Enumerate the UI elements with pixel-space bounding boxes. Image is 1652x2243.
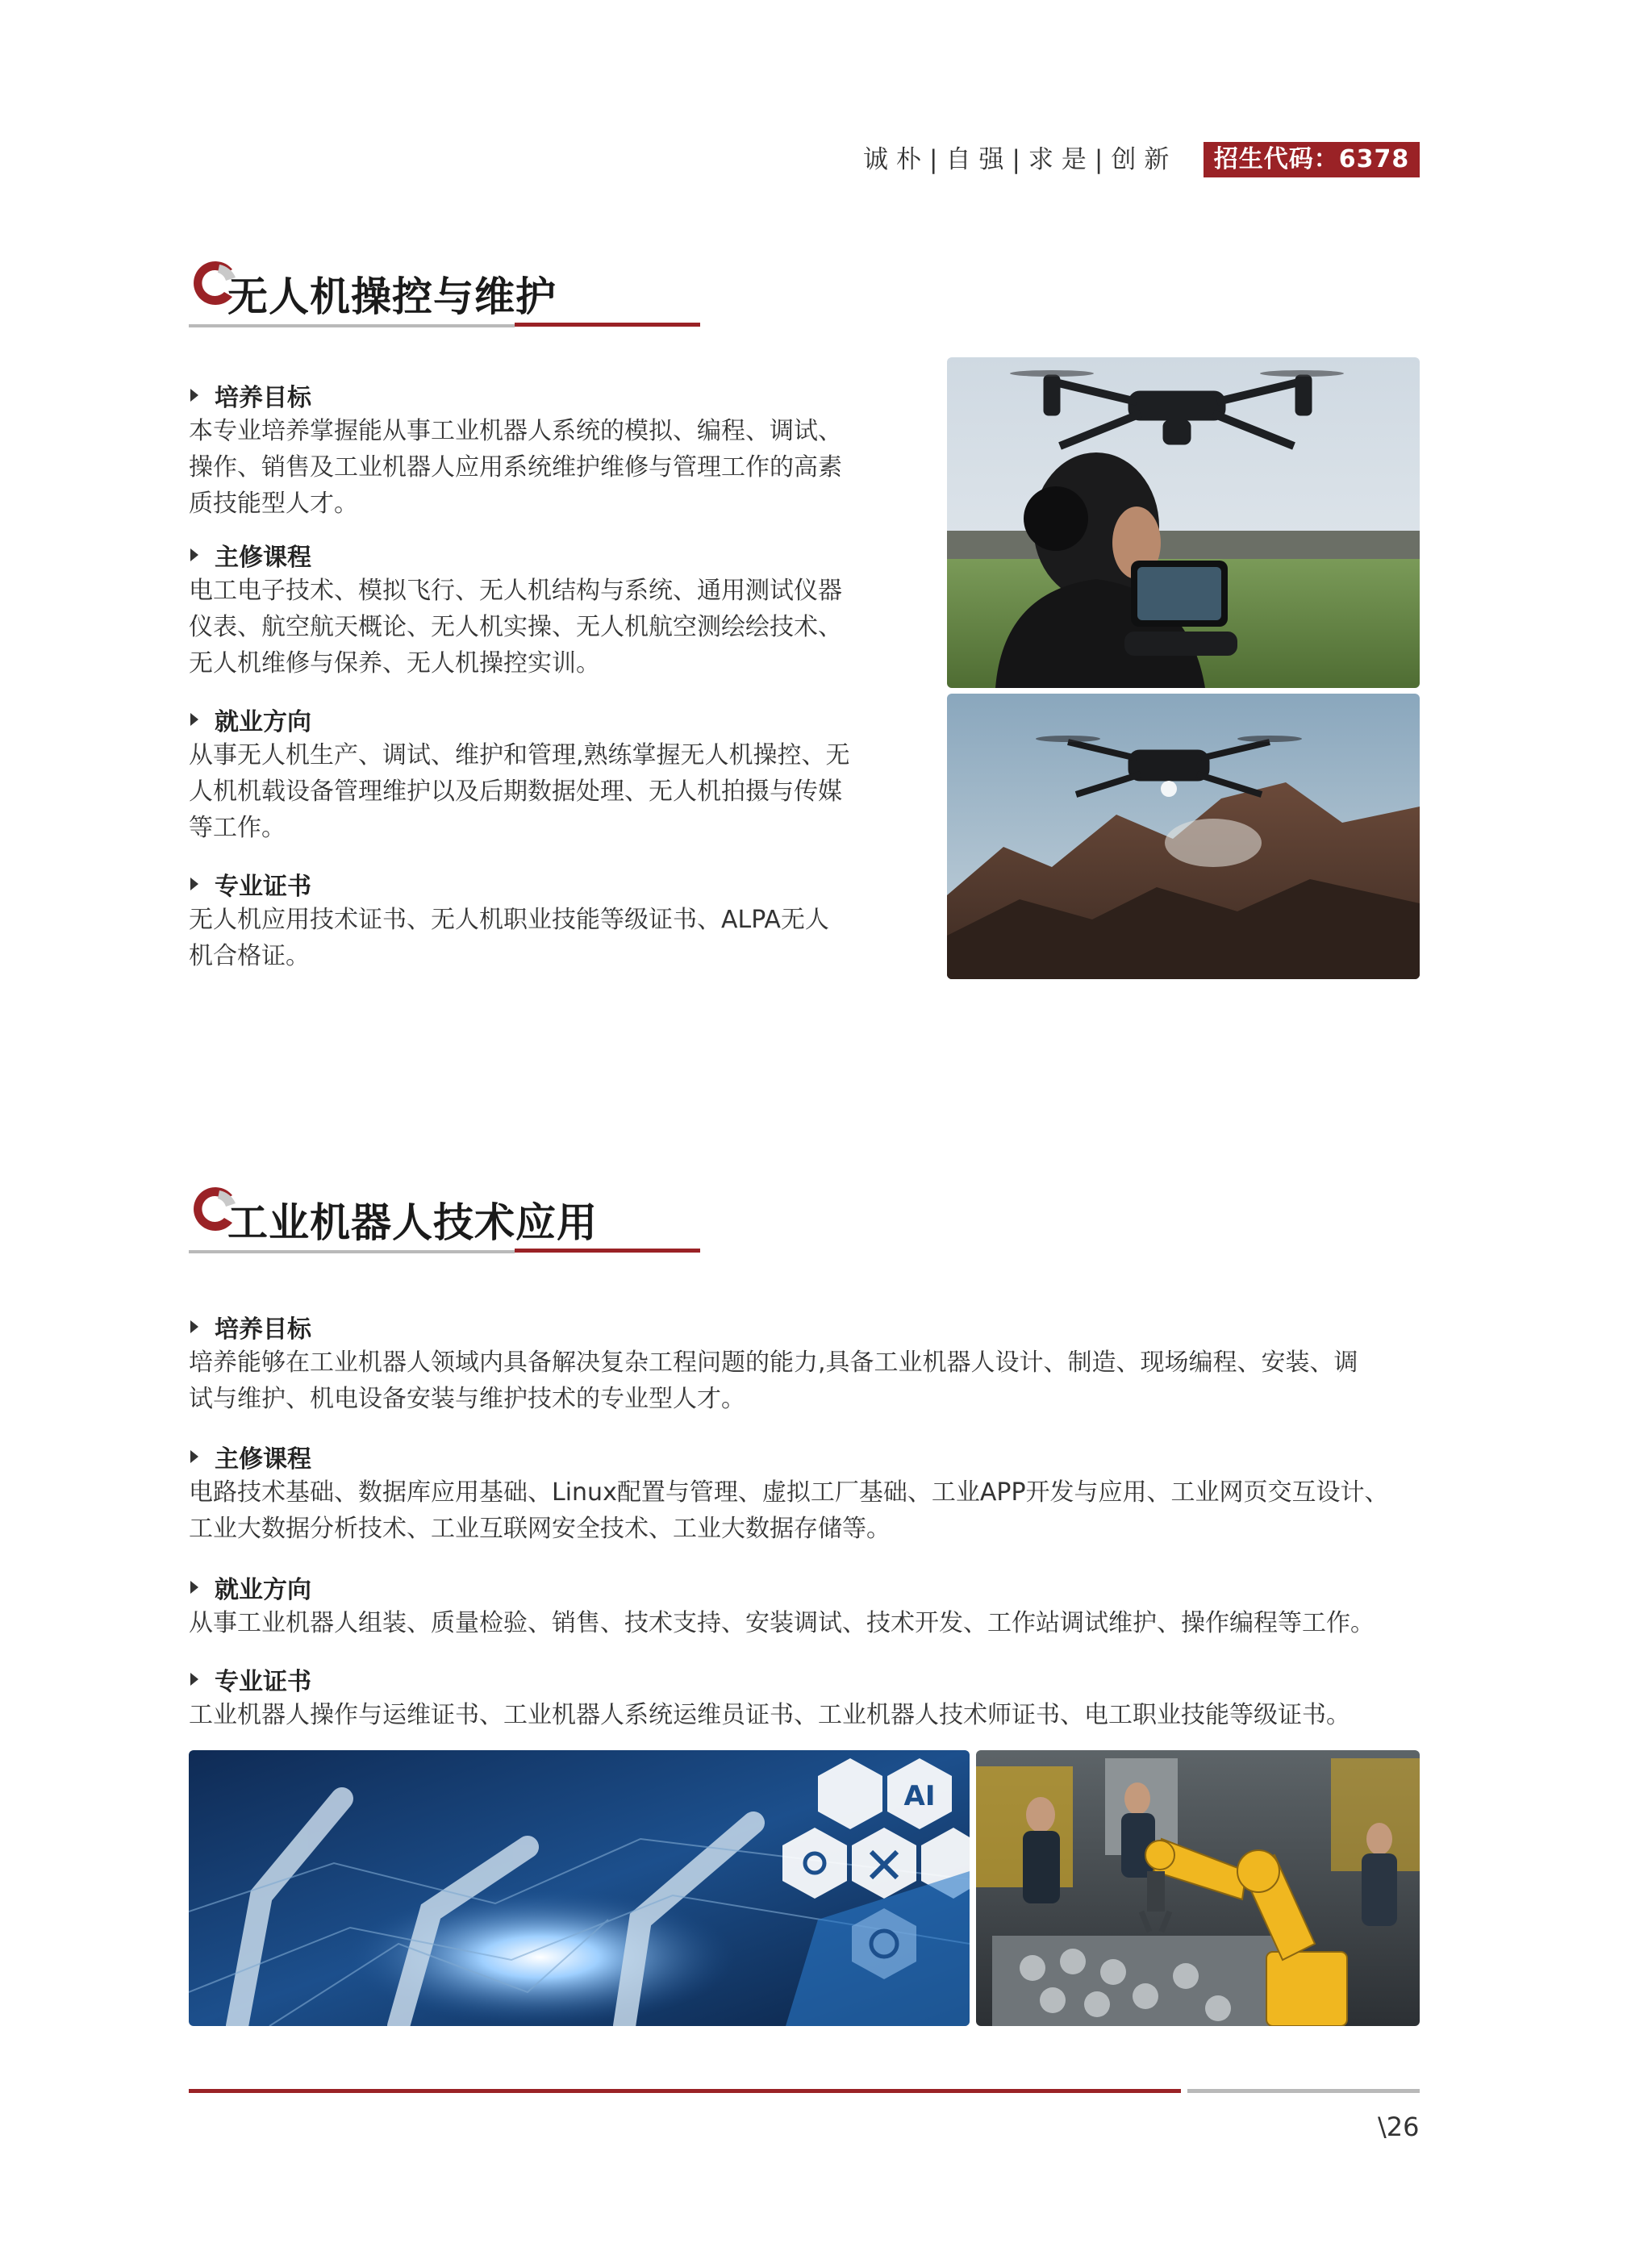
body-line: 试与维护、机电设备安装与维护技术的专业型人才。 <box>189 1385 745 1413</box>
body-line: 机合格证。 <box>189 942 310 970</box>
footer-divider-red <box>189 2089 1181 2093</box>
title-underline-red <box>515 323 700 327</box>
block-heading: 就业方向 <box>215 708 311 736</box>
block-career-direction <box>189 1571 1375 1641</box>
bullet-triangle-icon <box>190 1581 198 1594</box>
title-underline-gray <box>189 1250 515 1253</box>
motto-word: 创新 <box>1111 145 1178 174</box>
body-line: 质技能型人才。 <box>189 490 358 518</box>
body-line: 本专业培养掌握能从事工业机器人系统的模拟、编程、调试、 <box>189 417 842 445</box>
ai-icon: AI <box>903 1780 936 1812</box>
photo-drone-operator <box>947 357 1420 688</box>
motto-separator: | <box>1094 145 1112 174</box>
bullet-triangle-icon <box>190 1673 198 1686</box>
body-line: 工业大数据分析技术、工业互联网安全技术、工业大数据存储等。 <box>189 1515 891 1543</box>
motto-word: 求是 <box>1028 145 1095 174</box>
bullet-triangle-icon <box>190 1320 198 1333</box>
block-heading: 专业证书 <box>215 873 311 901</box>
block-main-courses <box>189 539 842 682</box>
enrollment-code-badge: 招生代码：6378 <box>1204 142 1420 177</box>
body-line: 培养能够在工业机器人领域内具备解决复杂工程问题的能力,具备工业机器人设计、制造、现场编程、安装、调 <box>189 1349 1358 1377</box>
section-title: 无人机操控与维护 <box>227 273 557 320</box>
bullet-triangle-icon <box>190 548 198 561</box>
body-line: 操作、销售及工业机器人应用系统维护维修与管理工作的高素 <box>189 453 842 482</box>
motto-word: 自强 <box>945 145 1012 174</box>
block-heading: 就业方向 <box>215 1576 311 1604</box>
block-career-direction <box>189 703 850 846</box>
section-header-drone <box>189 255 700 336</box>
section-header-robot <box>189 1181 700 1261</box>
photo-industrial-robot <box>976 1750 1420 2026</box>
body-line: 仪表、航空航天概论、无人机实操、无人机航空测绘绘技术、 <box>189 613 842 641</box>
photo-robot-arms-tech <box>189 1750 970 2026</box>
body-line: 电路技术基础、数据库应用基础、Linux配置与管理、虚拟工厂基础、工业APP开发与应用、工业网页交互设计、 <box>189 1478 1389 1507</box>
motto-word: 诚朴 <box>863 145 929 174</box>
motto-separator: | <box>929 145 946 174</box>
block-training-goal <box>189 1311 1358 1417</box>
footer-divider-gray <box>1187 2089 1420 2093</box>
block-heading: 培养目标 <box>215 384 311 412</box>
body-line: 从事无人机生产、调试、维护和管理,熟练掌握无人机操控、无 <box>189 741 850 769</box>
block-main-courses <box>189 1440 1389 1547</box>
body-line: 无人机维修与保养、无人机操控实训。 <box>189 649 600 677</box>
motto-separator: | <box>1012 145 1028 174</box>
bullet-triangle-icon <box>190 389 198 402</box>
page-number: \26 <box>1378 2112 1420 2142</box>
body-line: 电工电子技术、模拟飞行、无人机结构与系统、通用测试仪器 <box>189 577 842 605</box>
body-line: 无人机应用技术证书、无人机职业技能等级证书、ALPA无人 <box>189 906 829 934</box>
title-underline-gray <box>189 324 515 327</box>
body-line: 人机机载设备管理维护以及后期数据处理、无人机拍摄与传媒 <box>189 778 842 806</box>
section-title: 工业机器人技术应用 <box>227 1199 598 1246</box>
block-heading: 主修课程 <box>215 544 311 572</box>
block-body <box>189 1697 1350 1733</box>
block-heading: 专业证书 <box>215 1668 311 1696</box>
block-training-goal <box>189 379 842 522</box>
block-heading: 培养目标 <box>215 1315 311 1344</box>
photo-drone-mountains <box>947 694 1420 979</box>
block-body <box>189 902 829 974</box>
block-body <box>189 1345 1358 1417</box>
body-line: 从事工业机器人组装、质量检验、销售、技术支持、安装调试、技术开发、工作站调试维护、操作编程等工作。 <box>189 1609 1375 1637</box>
block-certificates <box>189 868 829 974</box>
title-underline-red <box>515 1249 700 1253</box>
body-line: 工业机器人操作与运维证书、工业机器人系统运维员证书、工业机器人技术师证书、电工职业技能等级证书。 <box>189 1701 1350 1729</box>
block-body <box>189 573 842 682</box>
bullet-triangle-icon <box>190 713 198 726</box>
block-body <box>189 737 850 846</box>
body-line: 等工作。 <box>189 814 286 842</box>
block-certificates <box>189 1663 1350 1733</box>
block-body <box>189 1605 1375 1641</box>
block-body <box>189 413 842 522</box>
block-body <box>189 1474 1389 1547</box>
block-heading: 主修课程 <box>215 1445 311 1474</box>
bullet-triangle-icon <box>190 878 198 890</box>
bullet-triangle-icon <box>190 1450 198 1463</box>
school-motto <box>863 142 1177 177</box>
